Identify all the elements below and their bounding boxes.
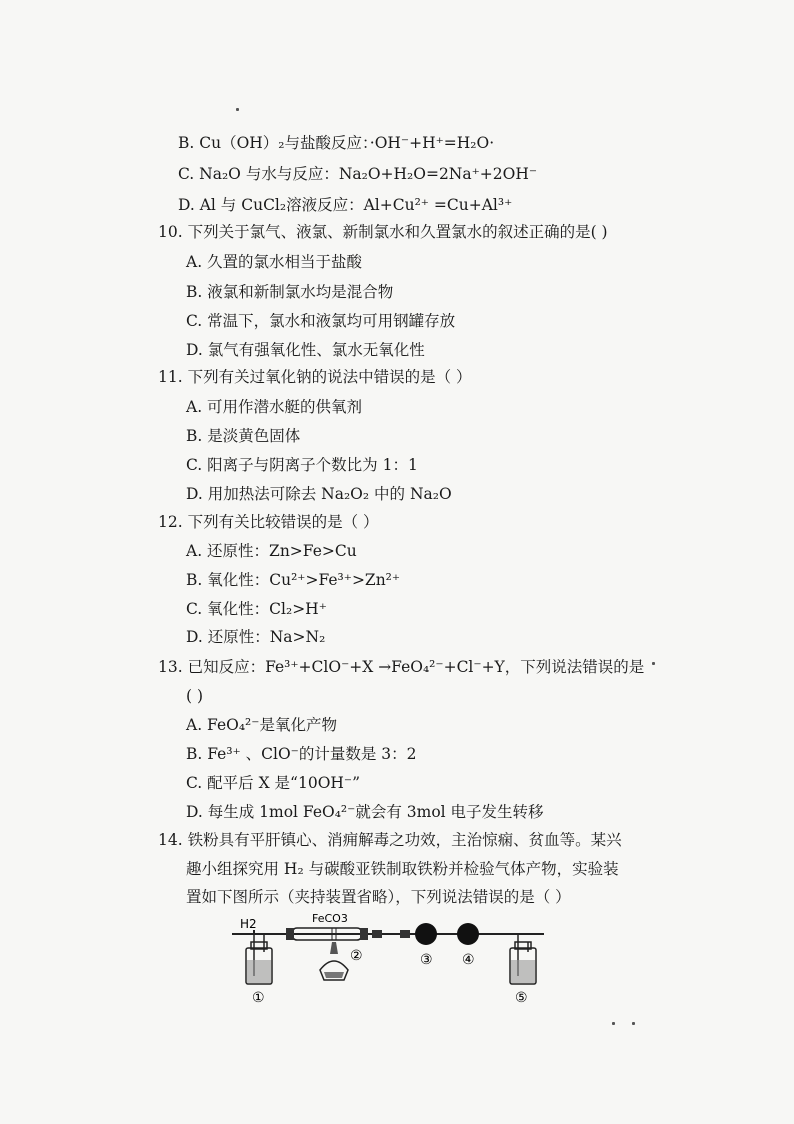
q13-option-c: C. 配平后 X 是“10OH⁻”: [186, 774, 361, 792]
scan-speck: [236, 108, 239, 111]
reagent-label: FeCO3: [312, 912, 348, 925]
q9-option-b: B. Cu（OH）₂与盐酸反应：·OH⁻+H⁺=H₂O·: [178, 134, 495, 152]
q13-option-a: A. FeO₄²⁻是氧化产物: [186, 716, 337, 734]
label-2: ②: [350, 948, 363, 964]
question-10: 10. 下列关于氯气、液氯、新制氯水和久置氯水的叙述正确的是( ): [158, 223, 608, 241]
q9-option-d: D. Al 与 CuCl₂溶液反应：Al+Cu²⁺ =Cu+Al³⁺: [178, 196, 513, 214]
q12-option-a: A. 还原性：Zn>Fe>Cu: [186, 542, 357, 560]
label-4: ④: [462, 952, 475, 968]
q10-option-c: C. 常温下，氯水和液氯均可用钢罐存放: [186, 312, 456, 330]
q12-option-b: B. 氧化性：Cu²⁺>Fe³⁺>Zn²⁺: [186, 571, 401, 589]
label-1: ①: [252, 990, 265, 1006]
scan-speck: [632, 1022, 635, 1025]
drying-tube-3: [415, 923, 437, 945]
question-12: 12. 下列有关比较错误的是（ ）: [158, 513, 379, 531]
drying-tube-4: [457, 923, 479, 945]
question-11: 11. 下列有关过氧化钠的说法中错误的是（ ）: [158, 368, 472, 386]
q12-option-d: D. 还原性：Na>N₂: [186, 628, 326, 646]
q12-option-c: C. 氧化性：Cl₂>H⁺: [186, 600, 327, 618]
gas-label-h2: H2: [240, 917, 257, 931]
q13-answer-paren: ( ): [186, 687, 204, 705]
alcohol-lamp: [320, 942, 348, 980]
q11-option-c: C. 阳离子与阴离子个数比为 1：1: [186, 456, 418, 474]
q11-option-b: B. 是淡黄色固体: [186, 427, 301, 445]
question-14-line-1: 14. 铁粉具有平肝镇心、消痈解毒之功效，主治惊痫、贫血等。某兴: [158, 831, 622, 849]
label-5: ⑤: [515, 990, 528, 1006]
scan-speck: [652, 662, 655, 665]
q10-option-a: A. 久置的氯水相当于盐酸: [186, 253, 363, 271]
question-14-line-3: 置如下图所示（夹持装置省略），下列说法错误的是（ ）: [186, 888, 571, 906]
q13-option-d: D. 每生成 1mol FeO₄²⁻就会有 3mol 电子发生转移: [186, 803, 544, 821]
q11-option-d: D. 用加热法可除去 Na₂O₂ 中的 Na₂O: [186, 485, 452, 503]
question-14-line-2: 趣小组探究用 H₂ 与碳酸亚铁制取铁粉并检验气体产物，实验装: [186, 860, 619, 878]
scan-speck: [612, 1022, 615, 1025]
label-3: ③: [420, 952, 433, 968]
q13-option-b: B. Fe³⁺ 、ClO⁻的计量数是 3：2: [186, 745, 417, 763]
apparatus-diagram: [232, 912, 552, 1012]
wash-bottle-5: [510, 934, 536, 984]
question-13: 13. 已知反应：Fe³⁺+ClO⁻+X →FeO₄²⁻+Cl⁻+Y，下列说法错误的是: [158, 658, 645, 676]
q11-option-a: A. 可用作潜水艇的供氧剂: [186, 398, 363, 416]
q10-option-b: B. 液氯和新制氯水均是混合物: [186, 283, 394, 301]
q9-option-c: C. Na₂O 与水与反应：Na₂O+H₂O=2Na⁺+2OH⁻: [178, 165, 538, 183]
wash-bottle-1: [246, 934, 272, 984]
q10-option-d: D. 氯气有强氧化性、氯水无氧化性: [186, 341, 425, 359]
